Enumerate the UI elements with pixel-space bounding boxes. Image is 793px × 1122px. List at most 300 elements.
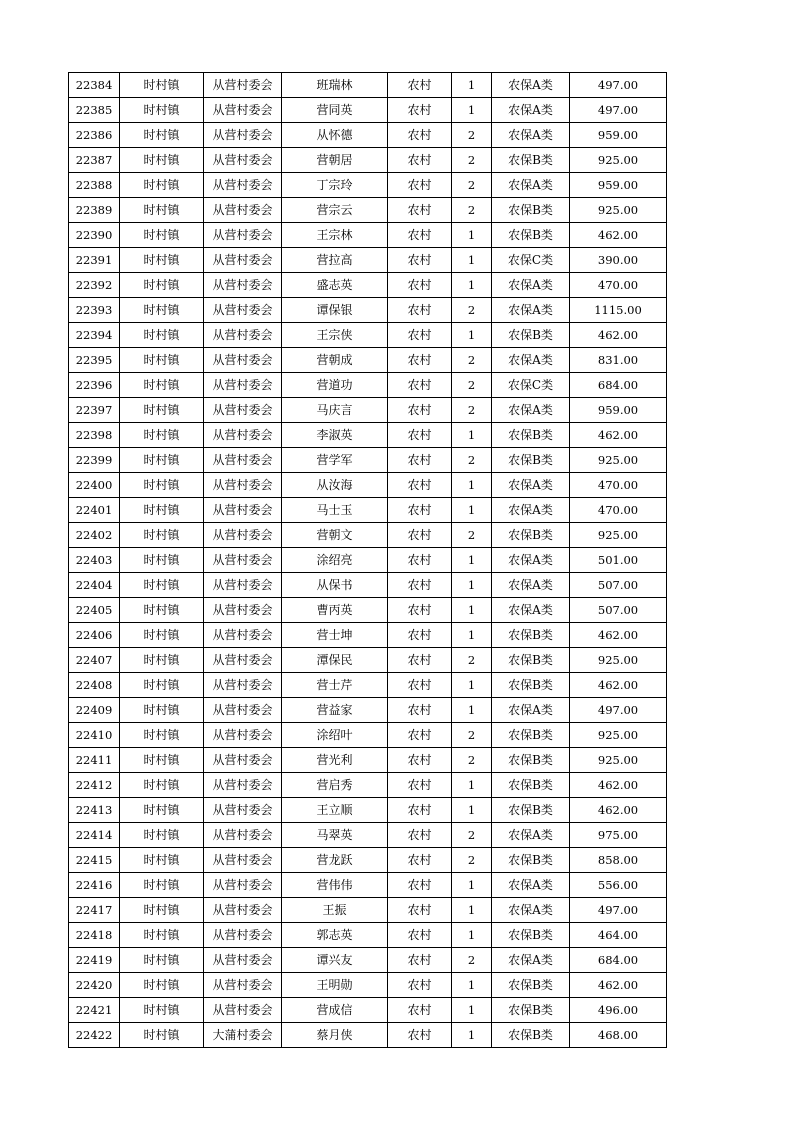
amount-cell: 462.00 — [570, 673, 667, 698]
town-cell: 时村镇 — [120, 648, 204, 673]
count-cell: 1 — [452, 498, 492, 523]
name-cell: 丁宗玲 — [282, 173, 388, 198]
category-cell: 农保A类 — [492, 598, 570, 623]
table-row — [69, 523, 667, 548]
area-type-cell: 农村 — [388, 1023, 452, 1048]
serial-cell: 22400 — [69, 473, 120, 498]
area-type-cell: 农村 — [388, 448, 452, 473]
name-cell: 营伟伟 — [282, 873, 388, 898]
amount-cell: 858.00 — [570, 848, 667, 873]
table-body — [69, 73, 667, 1048]
table-row — [69, 748, 667, 773]
count-cell: 1 — [452, 973, 492, 998]
serial-cell: 22410 — [69, 723, 120, 748]
serial-cell: 22388 — [69, 173, 120, 198]
area-type-cell: 农村 — [388, 273, 452, 298]
name-cell: 王明勋 — [282, 973, 388, 998]
name-cell: 营朝文 — [282, 523, 388, 548]
area-type-cell: 农村 — [388, 748, 452, 773]
table-row — [69, 323, 667, 348]
amount-cell: 462.00 — [570, 323, 667, 348]
category-cell: 农保B类 — [492, 848, 570, 873]
name-cell: 马庆言 — [282, 398, 388, 423]
table-row — [69, 723, 667, 748]
category-cell: 农保B类 — [492, 1023, 570, 1048]
village-cell: 从营村委会 — [204, 973, 282, 998]
amount-cell: 684.00 — [570, 948, 667, 973]
count-cell: 2 — [452, 748, 492, 773]
town-cell: 时村镇 — [120, 173, 204, 198]
category-cell: 农保A类 — [492, 548, 570, 573]
serial-cell: 22387 — [69, 148, 120, 173]
town-cell: 时村镇 — [120, 948, 204, 973]
village-cell: 从营村委会 — [204, 223, 282, 248]
count-cell: 1 — [452, 98, 492, 123]
name-cell: 王振 — [282, 898, 388, 923]
count-cell: 2 — [452, 298, 492, 323]
town-cell: 时村镇 — [120, 823, 204, 848]
name-cell: 王宗林 — [282, 223, 388, 248]
amount-cell: 462.00 — [570, 623, 667, 648]
category-cell: 农保B类 — [492, 748, 570, 773]
count-cell: 1 — [452, 1023, 492, 1048]
count-cell: 2 — [452, 373, 492, 398]
town-cell: 时村镇 — [120, 98, 204, 123]
town-cell: 时村镇 — [120, 548, 204, 573]
count-cell: 1 — [452, 998, 492, 1023]
area-type-cell: 农村 — [388, 173, 452, 198]
town-cell: 时村镇 — [120, 798, 204, 823]
village-cell: 从营村委会 — [204, 398, 282, 423]
count-cell: 1 — [452, 773, 492, 798]
table-row — [69, 448, 667, 473]
area-type-cell: 农村 — [388, 98, 452, 123]
category-cell: 农保A类 — [492, 823, 570, 848]
town-cell: 时村镇 — [120, 498, 204, 523]
village-cell: 从营村委会 — [204, 773, 282, 798]
category-cell: 农保A类 — [492, 173, 570, 198]
town-cell: 时村镇 — [120, 248, 204, 273]
name-cell: 营光利 — [282, 748, 388, 773]
area-type-cell: 农村 — [388, 823, 452, 848]
serial-cell: 22422 — [69, 1023, 120, 1048]
area-type-cell: 农村 — [388, 923, 452, 948]
amount-cell: 684.00 — [570, 373, 667, 398]
category-cell: 农保A类 — [492, 898, 570, 923]
village-cell: 从营村委会 — [204, 198, 282, 223]
category-cell: 农保B类 — [492, 973, 570, 998]
village-cell: 从营村委会 — [204, 423, 282, 448]
serial-cell: 22419 — [69, 948, 120, 973]
village-cell: 从营村委会 — [204, 298, 282, 323]
table-row — [69, 148, 667, 173]
area-type-cell: 农村 — [388, 498, 452, 523]
area-type-cell: 农村 — [388, 598, 452, 623]
village-cell: 从营村委会 — [204, 473, 282, 498]
category-cell: 农保A类 — [492, 473, 570, 498]
village-cell: 从营村委会 — [204, 998, 282, 1023]
area-type-cell: 农村 — [388, 773, 452, 798]
table-row — [69, 1023, 667, 1048]
serial-cell: 22385 — [69, 98, 120, 123]
name-cell: 王宗侠 — [282, 323, 388, 348]
village-cell: 从营村委会 — [204, 373, 282, 398]
town-cell: 时村镇 — [120, 323, 204, 348]
table-row — [69, 698, 667, 723]
count-cell: 1 — [452, 273, 492, 298]
table-row — [69, 773, 667, 798]
amount-cell: 975.00 — [570, 823, 667, 848]
serial-cell: 22391 — [69, 248, 120, 273]
serial-cell: 22421 — [69, 998, 120, 1023]
town-cell: 时村镇 — [120, 448, 204, 473]
count-cell: 1 — [452, 573, 492, 598]
category-cell: 农保A类 — [492, 873, 570, 898]
village-cell: 从营村委会 — [204, 648, 282, 673]
amount-cell: 556.00 — [570, 873, 667, 898]
village-cell: 从营村委会 — [204, 523, 282, 548]
amount-cell: 462.00 — [570, 973, 667, 998]
name-cell: 李淑英 — [282, 423, 388, 448]
serial-cell: 22420 — [69, 973, 120, 998]
table-row — [69, 198, 667, 223]
count-cell: 1 — [452, 223, 492, 248]
category-cell: 农保A类 — [492, 573, 570, 598]
category-cell: 农保B类 — [492, 423, 570, 448]
town-cell: 时村镇 — [120, 573, 204, 598]
amount-cell: 390.00 — [570, 248, 667, 273]
name-cell: 盛志英 — [282, 273, 388, 298]
count-cell: 1 — [452, 548, 492, 573]
name-cell: 营道功 — [282, 373, 388, 398]
area-type-cell: 农村 — [388, 548, 452, 573]
serial-cell: 22397 — [69, 398, 120, 423]
category-cell: 农保A类 — [492, 298, 570, 323]
town-cell: 时村镇 — [120, 848, 204, 873]
count-cell: 2 — [452, 848, 492, 873]
serial-cell: 22412 — [69, 773, 120, 798]
town-cell: 时村镇 — [120, 523, 204, 548]
amount-cell: 462.00 — [570, 798, 667, 823]
area-type-cell: 农村 — [388, 573, 452, 598]
town-cell: 时村镇 — [120, 873, 204, 898]
category-cell: 农保B类 — [492, 523, 570, 548]
amount-cell: 497.00 — [570, 73, 667, 98]
area-type-cell: 农村 — [388, 398, 452, 423]
name-cell: 马翠英 — [282, 823, 388, 848]
count-cell: 2 — [452, 198, 492, 223]
table-row — [69, 873, 667, 898]
amount-cell: 925.00 — [570, 523, 667, 548]
count-cell: 2 — [452, 948, 492, 973]
amount-cell: 462.00 — [570, 423, 667, 448]
count-cell: 1 — [452, 873, 492, 898]
area-type-cell: 农村 — [388, 623, 452, 648]
table-row — [69, 348, 667, 373]
village-cell: 从营村委会 — [204, 148, 282, 173]
town-cell: 时村镇 — [120, 773, 204, 798]
serial-cell: 22390 — [69, 223, 120, 248]
serial-cell: 22404 — [69, 573, 120, 598]
table-row — [69, 973, 667, 998]
area-type-cell: 农村 — [388, 898, 452, 923]
table-row — [69, 998, 667, 1023]
area-type-cell: 农村 — [388, 723, 452, 748]
table-row — [69, 498, 667, 523]
category-cell: 农保B类 — [492, 723, 570, 748]
count-cell: 1 — [452, 673, 492, 698]
count-cell: 1 — [452, 598, 492, 623]
name-cell: 曹丙英 — [282, 598, 388, 623]
village-cell: 从营村委会 — [204, 698, 282, 723]
name-cell: 王立顺 — [282, 798, 388, 823]
area-type-cell: 农村 — [388, 248, 452, 273]
serial-cell: 22399 — [69, 448, 120, 473]
table-row — [69, 548, 667, 573]
category-cell: 农保B类 — [492, 673, 570, 698]
town-cell: 时村镇 — [120, 1023, 204, 1048]
serial-cell: 22409 — [69, 698, 120, 723]
name-cell: 营同英 — [282, 98, 388, 123]
amount-cell: 925.00 — [570, 148, 667, 173]
serial-cell: 22389 — [69, 198, 120, 223]
area-type-cell: 农村 — [388, 473, 452, 498]
amount-cell: 468.00 — [570, 1023, 667, 1048]
name-cell: 从汝海 — [282, 473, 388, 498]
category-cell: 农保A类 — [492, 123, 570, 148]
category-cell: 农保C类 — [492, 248, 570, 273]
category-cell: 农保B类 — [492, 923, 570, 948]
village-cell: 从营村委会 — [204, 823, 282, 848]
table-row — [69, 573, 667, 598]
town-cell: 时村镇 — [120, 198, 204, 223]
serial-cell: 22384 — [69, 73, 120, 98]
town-cell: 时村镇 — [120, 623, 204, 648]
name-cell: 蔡月侠 — [282, 1023, 388, 1048]
table-row — [69, 623, 667, 648]
category-cell: 农保B类 — [492, 773, 570, 798]
village-cell: 从营村委会 — [204, 173, 282, 198]
town-cell: 时村镇 — [120, 423, 204, 448]
count-cell: 1 — [452, 798, 492, 823]
count-cell: 1 — [452, 323, 492, 348]
village-cell: 从营村委会 — [204, 573, 282, 598]
serial-cell: 22401 — [69, 498, 120, 523]
area-type-cell: 农村 — [388, 673, 452, 698]
category-cell: 农保A类 — [492, 273, 570, 298]
count-cell: 2 — [452, 823, 492, 848]
table-row — [69, 248, 667, 273]
name-cell: 谭兴友 — [282, 948, 388, 973]
area-type-cell: 农村 — [388, 73, 452, 98]
area-type-cell: 农村 — [388, 648, 452, 673]
area-type-cell: 农村 — [388, 348, 452, 373]
amount-cell: 496.00 — [570, 998, 667, 1023]
count-cell: 2 — [452, 123, 492, 148]
town-cell: 时村镇 — [120, 73, 204, 98]
table-row — [69, 898, 667, 923]
category-cell: 农保B类 — [492, 323, 570, 348]
area-type-cell: 农村 — [388, 798, 452, 823]
area-type-cell: 农村 — [388, 423, 452, 448]
table-row — [69, 98, 667, 123]
area-type-cell: 农村 — [388, 223, 452, 248]
town-cell: 时村镇 — [120, 973, 204, 998]
serial-cell: 22405 — [69, 598, 120, 623]
serial-cell: 22398 — [69, 423, 120, 448]
amount-cell: 959.00 — [570, 173, 667, 198]
amount-cell: 470.00 — [570, 473, 667, 498]
category-cell: 农保A类 — [492, 98, 570, 123]
serial-cell: 22415 — [69, 848, 120, 873]
town-cell: 时村镇 — [120, 998, 204, 1023]
table-row — [69, 73, 667, 98]
table-row — [69, 373, 667, 398]
count-cell: 2 — [452, 523, 492, 548]
village-cell: 从营村委会 — [204, 748, 282, 773]
serial-cell: 22402 — [69, 523, 120, 548]
table-row — [69, 473, 667, 498]
amount-cell: 925.00 — [570, 723, 667, 748]
area-type-cell: 农村 — [388, 998, 452, 1023]
area-type-cell: 农村 — [388, 873, 452, 898]
amount-cell: 1115.00 — [570, 298, 667, 323]
amount-cell: 462.00 — [570, 773, 667, 798]
village-cell: 从营村委会 — [204, 548, 282, 573]
village-cell: 从营村委会 — [204, 798, 282, 823]
name-cell: 郭志英 — [282, 923, 388, 948]
amount-cell: 470.00 — [570, 273, 667, 298]
town-cell: 时村镇 — [120, 673, 204, 698]
amount-cell: 831.00 — [570, 348, 667, 373]
area-type-cell: 农村 — [388, 698, 452, 723]
count-cell: 2 — [452, 173, 492, 198]
area-type-cell: 农村 — [388, 298, 452, 323]
name-cell: 营成信 — [282, 998, 388, 1023]
table-row — [69, 923, 667, 948]
name-cell: 涂绍亮 — [282, 548, 388, 573]
village-cell: 从营村委会 — [204, 248, 282, 273]
town-cell: 时村镇 — [120, 398, 204, 423]
town-cell: 时村镇 — [120, 223, 204, 248]
village-cell: 从营村委会 — [204, 348, 282, 373]
serial-cell: 22392 — [69, 273, 120, 298]
name-cell: 营学军 — [282, 448, 388, 473]
amount-cell: 507.00 — [570, 573, 667, 598]
village-cell: 从营村委会 — [204, 623, 282, 648]
area-type-cell: 农村 — [388, 373, 452, 398]
table-row — [69, 823, 667, 848]
table-row — [69, 273, 667, 298]
name-cell: 从怀德 — [282, 123, 388, 148]
count-cell: 2 — [452, 648, 492, 673]
area-type-cell: 农村 — [388, 123, 452, 148]
name-cell: 涂绍叶 — [282, 723, 388, 748]
name-cell: 营朝成 — [282, 348, 388, 373]
serial-cell: 22393 — [69, 298, 120, 323]
name-cell: 营宗云 — [282, 198, 388, 223]
category-cell: 农保A类 — [492, 73, 570, 98]
serial-cell: 22406 — [69, 623, 120, 648]
town-cell: 时村镇 — [120, 348, 204, 373]
town-cell: 时村镇 — [120, 598, 204, 623]
village-cell: 从营村委会 — [204, 123, 282, 148]
name-cell: 谭保银 — [282, 298, 388, 323]
area-type-cell: 农村 — [388, 323, 452, 348]
serial-cell: 22396 — [69, 373, 120, 398]
category-cell: 农保B类 — [492, 648, 570, 673]
category-cell: 农保A类 — [492, 698, 570, 723]
amount-cell: 959.00 — [570, 398, 667, 423]
area-type-cell: 农村 — [388, 523, 452, 548]
village-cell: 从营村委会 — [204, 898, 282, 923]
serial-cell: 22395 — [69, 348, 120, 373]
category-cell: 农保B类 — [492, 623, 570, 648]
town-cell: 时村镇 — [120, 898, 204, 923]
table-row — [69, 223, 667, 248]
amount-cell: 925.00 — [570, 648, 667, 673]
table-row — [69, 673, 667, 698]
village-cell: 从营村委会 — [204, 948, 282, 973]
name-cell: 营拉高 — [282, 248, 388, 273]
amount-cell: 497.00 — [570, 698, 667, 723]
count-cell: 1 — [452, 473, 492, 498]
town-cell: 时村镇 — [120, 273, 204, 298]
serial-cell: 22407 — [69, 648, 120, 673]
town-cell: 时村镇 — [120, 373, 204, 398]
village-cell: 从营村委会 — [204, 848, 282, 873]
table-row — [69, 848, 667, 873]
amount-cell: 470.00 — [570, 498, 667, 523]
table-row — [69, 123, 667, 148]
name-cell: 班瑞林 — [282, 73, 388, 98]
town-cell: 时村镇 — [120, 148, 204, 173]
serial-cell: 22414 — [69, 823, 120, 848]
amount-cell: 925.00 — [570, 198, 667, 223]
amount-cell: 507.00 — [570, 598, 667, 623]
count-cell: 1 — [452, 423, 492, 448]
area-type-cell: 农村 — [388, 848, 452, 873]
name-cell: 营朝居 — [282, 148, 388, 173]
category-cell: 农保A类 — [492, 948, 570, 973]
category-cell: 农保B类 — [492, 448, 570, 473]
village-cell: 从营村委会 — [204, 323, 282, 348]
name-cell: 营龙跃 — [282, 848, 388, 873]
count-cell: 2 — [452, 448, 492, 473]
table-row — [69, 423, 667, 448]
village-cell: 从营村委会 — [204, 598, 282, 623]
count-cell: 1 — [452, 898, 492, 923]
amount-cell: 464.00 — [570, 923, 667, 948]
village-cell: 从营村委会 — [204, 723, 282, 748]
count-cell: 1 — [452, 698, 492, 723]
amount-cell: 959.00 — [570, 123, 667, 148]
category-cell: 农保B类 — [492, 148, 570, 173]
name-cell: 营士芹 — [282, 673, 388, 698]
area-type-cell: 农村 — [388, 198, 452, 223]
serial-cell: 22394 — [69, 323, 120, 348]
category-cell: 农保B类 — [492, 223, 570, 248]
count-cell: 2 — [452, 723, 492, 748]
count-cell: 2 — [452, 398, 492, 423]
name-cell: 营启秀 — [282, 773, 388, 798]
village-cell: 从营村委会 — [204, 873, 282, 898]
village-cell: 从营村委会 — [204, 273, 282, 298]
count-cell: 1 — [452, 623, 492, 648]
town-cell: 时村镇 — [120, 723, 204, 748]
village-cell: 从营村委会 — [204, 673, 282, 698]
serial-cell: 22413 — [69, 798, 120, 823]
